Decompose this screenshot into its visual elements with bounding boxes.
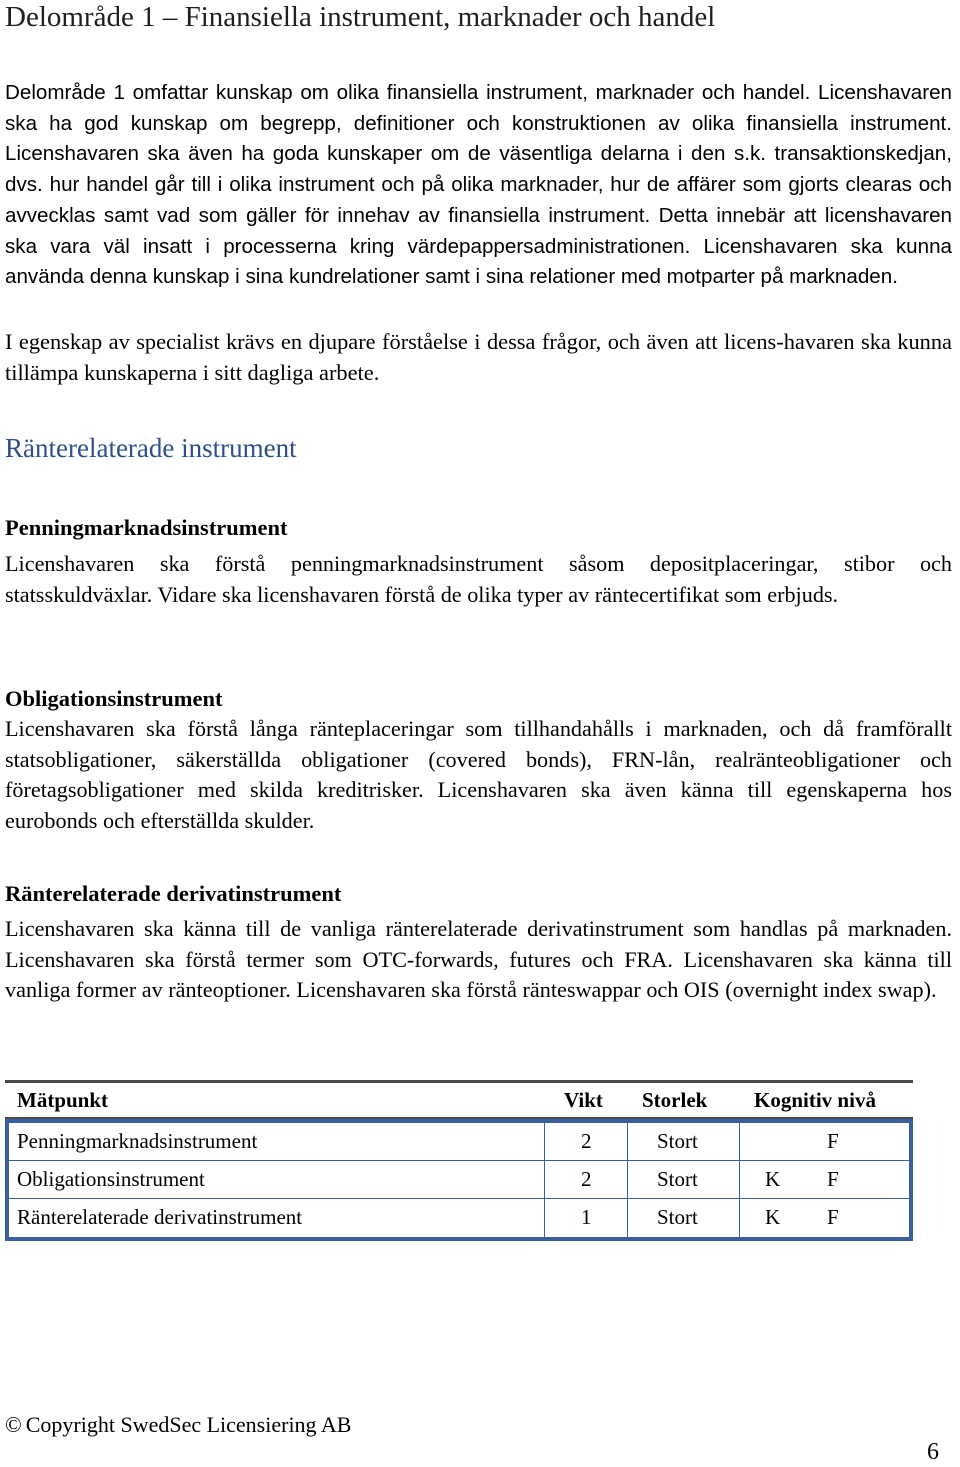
header-storlek: Storlek bbox=[642, 1088, 708, 1112]
row-f: F bbox=[827, 1167, 839, 1191]
table-body bbox=[5, 1119, 913, 1241]
subsection-heading-penningmarknad: Penningmarknadsinstrument bbox=[5, 515, 288, 540]
table-row bbox=[9, 1161, 909, 1199]
page-number: 6 bbox=[927, 1439, 939, 1465]
subsection-text-obligation: Licenshavaren ska förstå långa ränteplaceringar som tillhandahålls i marknaden, och då framförallt statsobligationer, säkerställda obligationer (covered bonds), FRN-lån, realränteobligationer och företagsobligationer med skilda kreditrisker. Licenshavaren ska även känna till egenskaperna hos eurobonds och efterställda skulder. bbox=[5, 716, 952, 834]
row-storlek: Stort bbox=[657, 1167, 698, 1191]
subsection-text-derivat: Licenshavaren ska känna till de vanliga ränterelaterade derivatinstrument som handlas på marknaden. Licenshavaren ska förstå termer som OTC-forwards, futures och FRA. Licenshavaren ska känna till vanliga former av ränteoptioner. Licenshavaren ska förstå ränteswappar och OIS (overnight index swap). bbox=[5, 916, 952, 1003]
table-header-row bbox=[5, 1083, 913, 1119]
row-name: Obligationsinstrument bbox=[17, 1167, 205, 1191]
header-vikt: Vikt bbox=[564, 1088, 603, 1112]
footer-copyright bbox=[5, 1410, 351, 1440]
table-row bbox=[9, 1199, 909, 1237]
header-kognitiv: Kognitiv nivå bbox=[754, 1088, 876, 1112]
page-title: Delområde 1 – Finansiella instrument, marknader och handel bbox=[5, 1, 716, 33]
row-vikt: 1 bbox=[581, 1205, 592, 1229]
intro-paragraph-2: I egenskap av specialist krävs en djupare förståelse i dessa frågor, och även att licens-havaren ska kunna tillämpa kunskaperna i sitt dagliga arbete. bbox=[5, 329, 952, 385]
row-k: K bbox=[765, 1167, 781, 1191]
row-storlek: Stort bbox=[657, 1205, 698, 1229]
row-k: K bbox=[765, 1205, 781, 1229]
copyright-text: Copyright SwedSec Licensiering AB bbox=[25, 1412, 352, 1437]
row-name: Penningmarknadsinstrument bbox=[17, 1129, 258, 1153]
row-storlek: Stort bbox=[657, 1129, 698, 1153]
row-vikt: 2 bbox=[581, 1129, 592, 1153]
table-row bbox=[9, 1123, 909, 1161]
subsection-text-penningmarknad: Licenshavaren ska förstå penningmarknadsinstrument såsom depositplaceringar, stibor och statsskuldväxlar. Vidare ska licenshavaren förstå de olika typer av räntecertifikat som erbjuds. bbox=[5, 551, 952, 607]
intro-paragraph-1: Delområde 1 omfattar kunskap om olika finansiella instrument, marknader och handel. Licenshavaren ska ha god kunskap om begrepp, definitioner och konstruktionen av olika finansiella instrument. Licenshavaren ska även ha goda kunskaper om de väsentliga delarna i den s.k. transaktionskedjan, dvs. hur handel går till i olika instrument och på olika marknader, hur de affärer som gjorts clearas och avvecklas samt vad som gäller för innehav av finansiella instrument. Detta innebär att licenshavaren ska vara väl insatt i processerna kring värdepappersadministrationen. Licenshavaren ska kunna använda denna kunskap i sina kundrelationer samt i sina relationer med motparter på marknaden. bbox=[5, 81, 952, 289]
subsection-heading-obligation: Obligationsinstrument bbox=[5, 686, 223, 711]
copyright-icon: © bbox=[5, 1412, 22, 1437]
header-matpunkt: Mätpunkt bbox=[17, 1088, 109, 1112]
row-vikt: 2 bbox=[581, 1167, 592, 1191]
row-name: Ränterelaterade derivatinstrument bbox=[17, 1205, 303, 1229]
row-f: F bbox=[827, 1129, 839, 1153]
subsection-heading-derivat: Ränterelaterade derivatinstrument bbox=[5, 881, 342, 906]
row-f: F bbox=[827, 1205, 839, 1229]
section-heading: Ränterelaterade instrument bbox=[5, 433, 297, 463]
